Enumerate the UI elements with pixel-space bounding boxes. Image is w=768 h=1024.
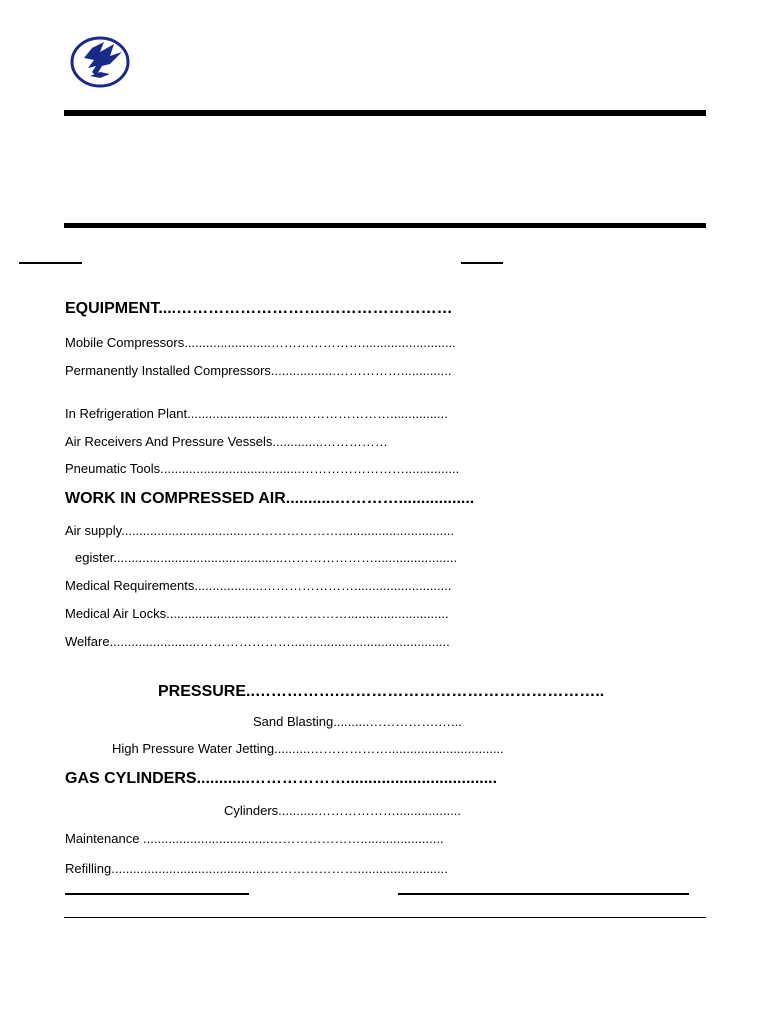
- list-item-medical-requirements: Medical Requirements...................…………………...........................: [65, 578, 452, 593]
- list-item-sand-blasting: Sand Blasting..........…………….…...: [253, 714, 462, 729]
- eagle-emblem-icon: [70, 36, 130, 88]
- company-logo: [70, 36, 130, 88]
- section-heading-work-in-compressed-air: WORK IN COMPRESSED AIR...........………….................: [65, 490, 475, 507]
- list-item-mobile-compressors: Mobile Compressors........................…………………..........................: [65, 335, 456, 350]
- signature-line-left: [65, 893, 249, 895]
- section-heading-gas-cylinders: GAS CYLINDERS............………………..................................: [65, 770, 498, 787]
- list-item-refilling: Refilling...........................................………………….........................: [65, 861, 448, 876]
- section-heading-equipment: EQUIPMENT....……………………….……………………: [65, 300, 453, 317]
- section-heading-pressure: PRESSURE..…………….…………………………………………..: [158, 683, 605, 700]
- list-item-welfare: Welfare.........................…………………............................................: [65, 634, 450, 649]
- header-divider-top: [64, 110, 706, 116]
- short-underline-right: [461, 262, 503, 264]
- footer-divider: [64, 917, 706, 918]
- list-item-air-supply: Air supply...................................…………………................................: [65, 523, 455, 538]
- header-divider-bottom: [64, 223, 706, 228]
- list-item-air-receivers: Air Receivers And Pressure Vessels..............……………: [65, 434, 388, 449]
- list-item-register: egister...............................................………………….......................: [75, 550, 458, 565]
- list-item-maintenance: Maintenance ...................................………………….......................: [65, 831, 444, 846]
- list-item-medical-air-locks: Medical Air Locks.........................…………………............................: [65, 606, 449, 621]
- list-item-permanently-installed-compressors: Permanently Installed Compressors..................……………..............: [65, 363, 452, 378]
- list-item-refrigeration-plant: In Refrigeration Plant...............................…………………................: [65, 406, 448, 421]
- signature-line-right: [398, 893, 689, 895]
- list-item-high-pressure-water-jetting: High Pressure Water Jetting..........………………................................: [112, 741, 504, 756]
- list-item-pneumatic-tools: Pneumatic Tools.......................................……………………...............: [65, 461, 460, 476]
- list-item-cylinders: Cylinders...........………………..................: [224, 803, 461, 818]
- short-underline-left: [19, 262, 82, 264]
